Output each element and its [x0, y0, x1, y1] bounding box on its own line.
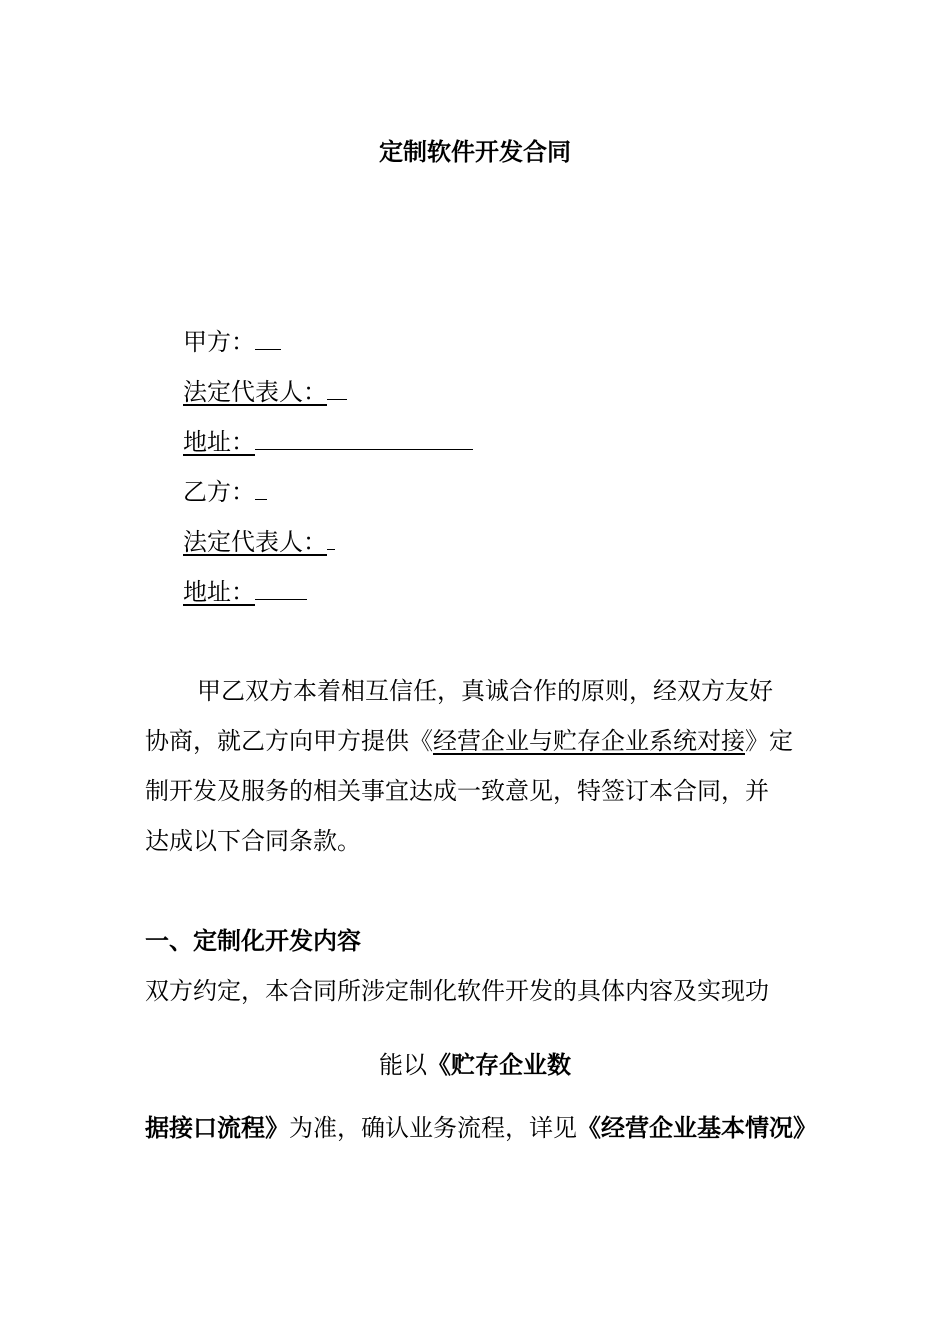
section-1-line-3-mid: 为准，确认业务流程，详见 [289, 1114, 577, 1142]
party-b-addr-line [183, 572, 307, 607]
intro-line-2 [145, 721, 810, 756]
party-a-addr-blank[interactable] [255, 425, 473, 450]
intro-line-2-pre: 协商，就乙方向甲方提供《 [145, 727, 433, 755]
system-name-link: 经营企业与贮存企业系统对接 [433, 727, 745, 755]
party-a-addr-line [183, 422, 473, 457]
party-a-line [183, 322, 281, 357]
party-a-blank[interactable] [255, 325, 281, 350]
section-1-line-3-bold2: 《经营企业基本情况》 [577, 1114, 817, 1142]
intro-line-2-post: 》定 [745, 727, 793, 755]
party-a-label: 甲方： [183, 328, 255, 356]
party-b-addr-blank[interactable] [255, 575, 307, 600]
section-1-line-2-bold: 《贮存企业数 [427, 1051, 571, 1079]
party-b-rep-line [183, 522, 335, 557]
section-1-line-2-pre: 能以 [379, 1051, 427, 1079]
document-title: 定制软件开发合同 [379, 138, 571, 166]
section-1-line-3 [145, 1108, 817, 1143]
party-a-rep-line [183, 372, 347, 407]
party-a-rep-blank[interactable] [327, 375, 347, 400]
party-b-addr-label: 地址： [183, 578, 255, 606]
party-b-line [183, 472, 267, 507]
section-1-line-2 [0, 1045, 950, 1080]
intro-line-1: 甲乙双方本着相互信任，真诚合作的原则，经双方友好 [197, 677, 773, 705]
party-b-rep-label: 法定代表人： [183, 528, 327, 556]
party-b-rep-blank[interactable] [327, 525, 335, 550]
intro-line-4: 达成以下合同条款。 [145, 827, 361, 855]
section-1-heading: 一、定制化开发内容 [145, 927, 361, 955]
section-1-line-1: 双方约定，本合同所涉定制化软件开发的具体内容及实现功 [145, 977, 769, 1005]
intro-line-3: 制开发及服务的相关事宜达成一致意见，特签订本合同，并 [145, 777, 769, 805]
party-b-label: 乙方： [183, 478, 255, 506]
party-a-addr-label: 地址： [183, 428, 255, 456]
party-b-blank[interactable] [255, 475, 267, 500]
party-a-rep-label: 法定代表人： [183, 378, 327, 406]
section-1-line-3-bold: 据接口流程》 [145, 1114, 289, 1142]
